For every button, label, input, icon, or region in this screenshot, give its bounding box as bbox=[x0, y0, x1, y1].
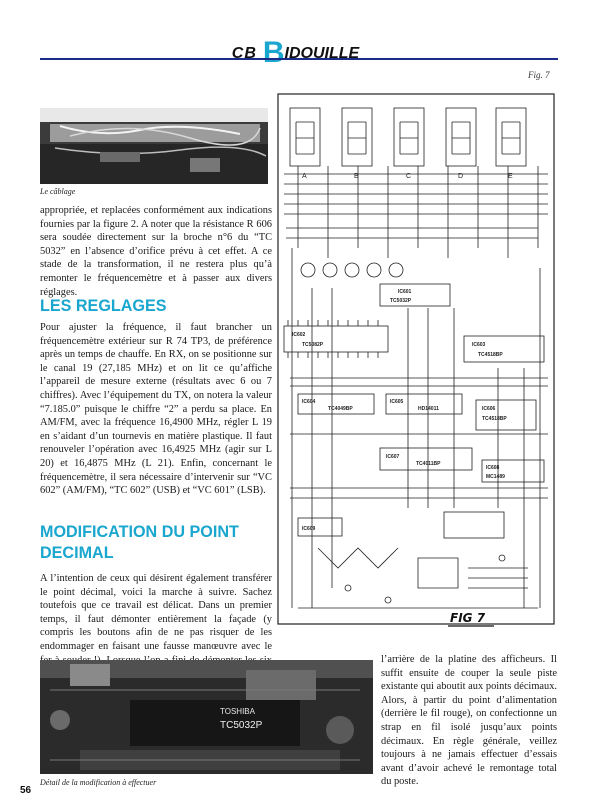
display-label-a: A bbox=[302, 173, 307, 180]
chip-ic603: IC603 bbox=[472, 342, 486, 348]
chip-pn-4: HD14011 bbox=[418, 406, 439, 412]
modification-title-line2: DECIMAL bbox=[40, 543, 114, 562]
display-label-c: C bbox=[406, 173, 412, 180]
header-big-letter: B bbox=[262, 36, 285, 69]
photo-caption-top: Le câblage bbox=[40, 187, 76, 196]
modification-detail-photo bbox=[40, 660, 373, 774]
reglages-text: Pour ajuster la fréquence, il faut brancher un fréquencemètre extérieur sur R 74 TP3, de préférence après un temps de chauffe. En RX, on se positionne sur le canal 19 (27,185 MHz) et on lit ce qu’affiche l’appareil de mesure externe (résultats avec 6 ou 7 chiffres). Avec l’équipement du TX, on notera la valeur “7.185.0” puisque le chiffre “2” a perdu sa place. En AM/FM, avec la fréquence 16,4900 MHz, régler L 19 en s’aidant d’un tournevis en matière plastique. Il faut renouveler l’opération avec 16,4925 MHz (agir sur L 20) et 16,4875 MHz (L 21). Enfin, concernant le fréquencemètre, il sera nécessaire d’intervenir sur “VC 602” (AM/FM), “TC 602” (USB) et “VC 601” (LSB). bbox=[40, 322, 272, 497]
intro-text: appropriée, et replacées conformément aux indications fournies par la figure 2. A noter que la résistance R 606 sera soudée directement sur la broche n°6 du “TC 5032” en l’absence d’orifice prévu à cet effet. A ce stade de la transformation, il ne restera plus qu’à remonter le fréquencemètre et à passer aux divers réglages. bbox=[40, 205, 272, 298]
chip-ic608: IC608 bbox=[486, 465, 500, 471]
display-label-b: B bbox=[354, 173, 359, 180]
chip-pn-1: TC5032P bbox=[390, 298, 412, 304]
chip-ic607: IC607 bbox=[386, 454, 400, 460]
modification-text-continued: l’arrière de la platine des afficheurs. Il suffit ensuite de couper la seule piste existante qui aboutit aux points décimaux. Alors, à partir du point d’alimentation (derrière le fil rouge), on confectionne un strap en fil isolé jusqu’aux points décimaux. En règle générale, veillez toujours à ne jamais effectuer d’essais avant d’avoir achevé le remontage total du poste. bbox=[381, 654, 557, 788]
chip-ic606: IC606 bbox=[482, 406, 496, 412]
header-rule bbox=[40, 58, 558, 60]
chip-brand-text: TOSHIBA bbox=[220, 707, 255, 716]
chip-pn-5: TC4518BP bbox=[482, 416, 507, 422]
photo-caption-bottom: Détail de la modification à effectuer bbox=[40, 778, 157, 787]
chip-ic609: IC609 bbox=[302, 526, 316, 532]
chip-ic605: IC605 bbox=[390, 399, 404, 405]
chip-pn-6: TC4011BP bbox=[416, 461, 441, 467]
chip-ic602: IC602 bbox=[292, 332, 306, 338]
chip-ic604: IC604 bbox=[302, 399, 316, 405]
modification-continued-paragraph bbox=[381, 653, 557, 789]
chip-pn-7: MC1489 bbox=[486, 474, 505, 480]
chip-part-text: TC5032P bbox=[220, 720, 263, 731]
intro-paragraph bbox=[40, 204, 272, 299]
circuit-schematic bbox=[268, 88, 562, 650]
header-suffix: IDOUILLE bbox=[284, 45, 360, 62]
header-prefix: CB bbox=[231, 45, 257, 62]
magazine-header bbox=[0, 36, 591, 70]
section-title-modification bbox=[40, 521, 268, 563]
chip-pn-0: TC5082P bbox=[302, 342, 324, 348]
handwritten-fig-label: FIG 7 bbox=[450, 611, 486, 625]
page-number: 56 bbox=[20, 785, 32, 796]
modification-text: A l’intention de ceux qui désirent également transférer le point décimal, voici la marche à suivre. Sachez toutefois que ce travail est délicat. Dans un premier temps, il faut démonter entièrement la façade (y compris les boutons afin de ne pas risquer de les endommager en faisant une fausse manœuvre avec le bbox=[40, 573, 272, 652]
chip-pn-3: TC4049BP bbox=[328, 406, 353, 412]
chip-ic601: IC601 bbox=[398, 289, 412, 295]
figure-label: Fig. 7 bbox=[528, 70, 550, 80]
reglages-paragraph bbox=[40, 321, 272, 498]
modification-title-line1: MODIFICATION DU POINT bbox=[40, 522, 239, 541]
display-label-d: D bbox=[458, 173, 464, 180]
chip-pn-2: TC4518BP bbox=[478, 352, 503, 358]
wiring-photo bbox=[40, 108, 268, 184]
display-label-e: E bbox=[508, 173, 513, 180]
section-title-reglages: LES REGLAGES bbox=[40, 296, 167, 315]
